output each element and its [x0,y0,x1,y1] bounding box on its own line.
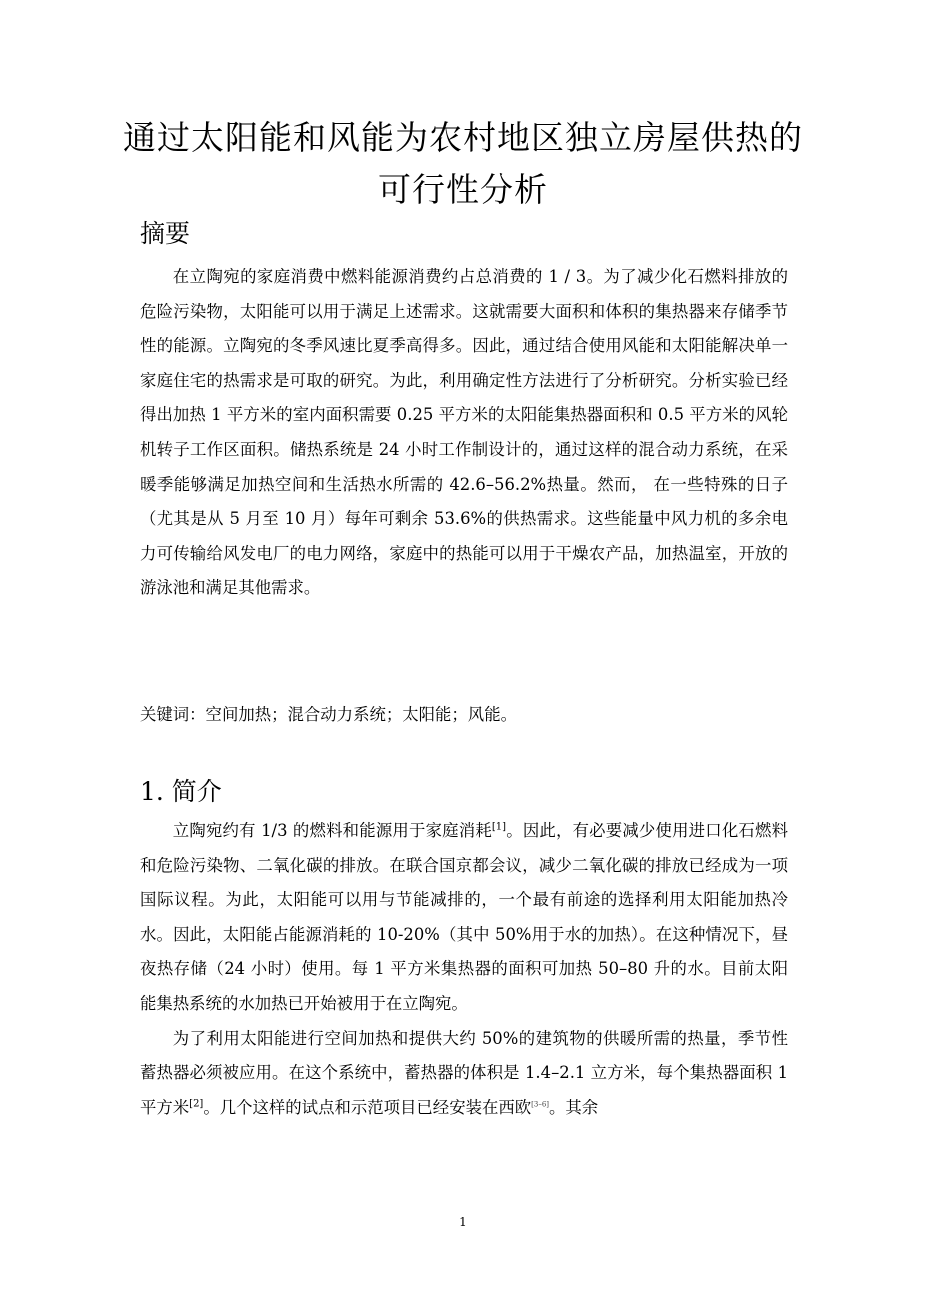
intro-p2-text-a: 为了利用太阳能进行空间加热和提供大约 50%的建筑物的供暖所需的热量，季节性蓄热器必须被应用。在这个系统中，蓄热器的体积是 1.4–2.1 立方米，每个集热器面积 1 平方米 [140,1028,788,1117]
introduction-section [140,814,788,1125]
intro-p2-text-b: 。几个这样的试点和示范项目已经安装在西欧 [203,1097,532,1117]
introduction-paragraph-1 [140,814,788,1022]
abstract-heading: 摘要 [140,219,191,248]
introduction-paragraph-2 [140,1022,788,1126]
citation-ref-2: [2] [189,1098,204,1110]
abstract-section [140,260,788,606]
intro-p1-text-b: 。因此，有必要减少使用进口化石燃料和危险污染物、二氧化碳的排放。在联合国京都会议，减少二氧化碳的排放已经成为一项国际议程。为此，太阳能可以用与节能减排的，一个最有前途的选择利用太阳能加热冷水。因此，太阳能占能源消耗的 10-20%（其中 50%用于水的加热）。在这种情况下，昼夜热存储（24 小时）使用。每 1 平方米集热器的面积可加热 50–80 升的水。目前太阳能集热系统的水加热已开始被用于在立陶宛。 [140,821,788,1013]
document-title: 通过太阳能和风能为农村地区独立房屋供热的可行性分析 [123,118,803,209]
page-number: 1 [459,1215,467,1229]
abstract-paragraph: 在立陶宛的家庭消费中燃料能源消费约占总消费的 1 / 3。为了减少化石燃料排放的危险污染物，太阳能可以用于满足上述需求。这就需要大面积和体积的集热器来存储季节性的能源。立陶宛的冬季风速比夏季高得多。因此，通过结合使用风能和太阳能解决单一家庭住宅的热需求是可取的研究。为此，利用确定性方法进行了分析研究。分析实验已经得出加热 1 平方米的室内面积需要 0.25 平方米的太阳能集热器面积和 0.5 平方米的风轮机转子工作区面积。储热系统是 24 小时工作制设计的，通过这样的混合动力系统，在采暖季能够满足加热空间和生活热水所需的 42.6–56.2%热量。然而， 在一些特殊的日子（尤其是从 5 月至 10 月）每年可剩余 53.6%的供热需求。这些能量中风力机的多余电力可传输给风发电厂的电力网络，家庭中的热能可以用于干燥农产品，加热温室，开放的游泳池和满足其他需求。 [140,267,788,598]
introduction-heading: 1. 简介 [140,777,222,806]
intro-p1-text-a: 立陶宛约有 1/3 的燃料和能源用于家庭消耗 [172,821,492,840]
intro-p2-text-c: 。其余 [549,1097,599,1117]
keywords-line: 关键词：空间加热；混合动力系统；太阳能；风能。 [140,705,517,724]
citation-ref-3-6: [3–6] [531,1100,550,1109]
citation-ref-1: [1] [491,821,507,833]
